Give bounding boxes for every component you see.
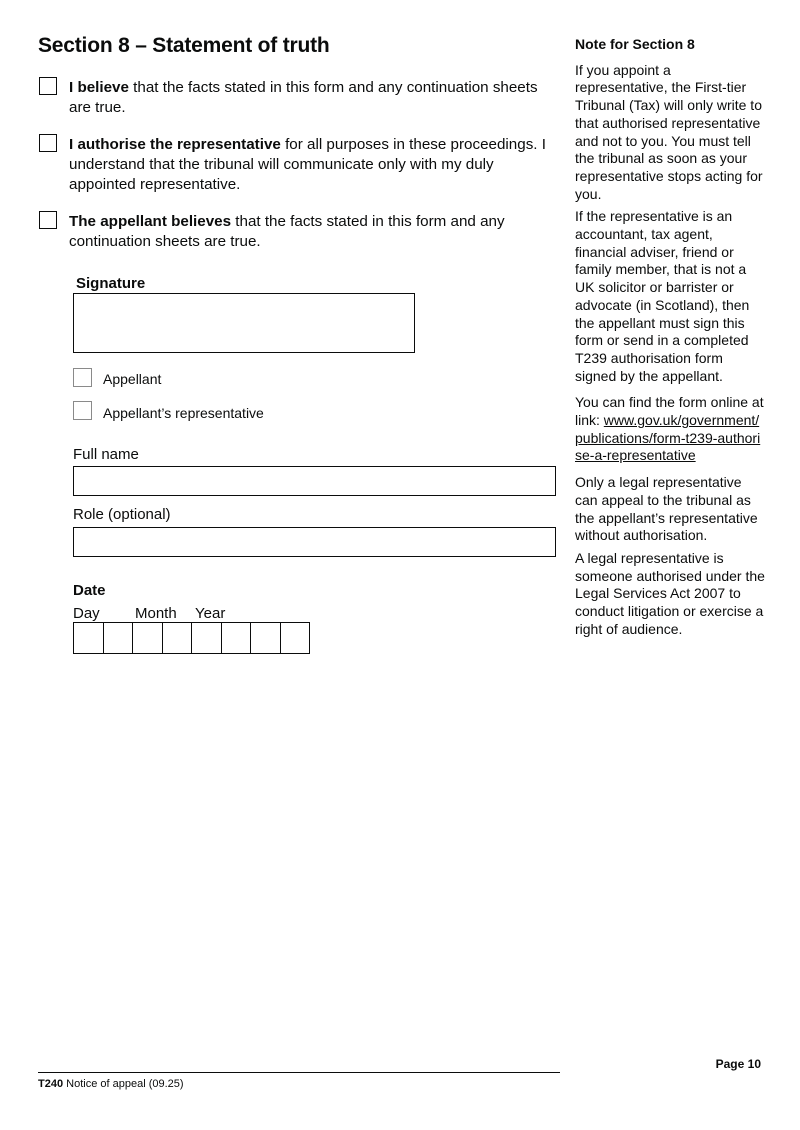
t239-form-link[interactable]: www.gov.uk/government/publications/form-t239-authorise-a-representative [575,412,761,464]
full-name-label: Full name [73,446,139,463]
signature-label: Signature [76,275,146,292]
day-digit-1[interactable] [73,622,104,654]
note-paragraph-5: A legal representative is someone authorised under the Legal Services Act 2007 to conduct litigation or exercise a right of audience. [575,549,765,637]
note-paragraph-4: Only a legal representative can appeal to the tribunal as the appellant’s representative without authorisation. [575,474,758,544]
note-heading: Note for Section 8 [575,36,695,52]
appellant-checkbox[interactable] [73,368,92,387]
note-sidebar [575,36,765,644]
note-paragraph-1: If you appoint a representative, the First-tier Tribunal (Tax) will only write to that authorised representative and not to you. You must tell the tribunal as soon as your representative stops acting for you. [575,61,763,202]
signature-box[interactable] [73,293,415,353]
year-digit-1[interactable] [191,622,222,654]
note-paragraph-3 [575,394,765,465]
statement-appellant-believes-text: that the facts stated in this form and any continuation sheets are true. [69,213,505,250]
footer-divider [38,1072,560,1073]
authorise-checkbox[interactable] [39,134,57,152]
month-digit-1[interactable] [132,622,163,654]
form-code: T240 [38,1078,64,1090]
representative-option-label: Appellant’s representative [103,405,264,421]
representative-checkbox[interactable] [73,401,92,420]
statement-authorise-bold: I authorise the representative [69,136,281,153]
note-paragraph-2: If the representative is an accountant, tax agent, financial adviser, friend or family member, that is not a UK solicitor or barrister or advocate (in Scotland), then the appellant must sign this form or send in a completed T239 authorisation form signed by the appellant. [575,208,750,384]
date-label: Date [73,582,106,599]
statement-authorise-text: for all purposes in these proceedings. I understand that the tribunal will communicate only with my duly appointed representative. [69,136,546,193]
role-input[interactable] [73,527,556,557]
full-name-input[interactable] [73,466,556,496]
date-input-grid [73,622,309,654]
role-label: Role (optional) [73,506,171,523]
month-digit-2[interactable] [162,622,193,654]
year-label: Year [195,605,226,622]
appellant-believes-checkbox[interactable] [39,211,57,229]
year-digit-2[interactable] [221,622,252,654]
statement-appellant-believes [69,212,549,252]
statement-believe-bold: I believe [69,79,129,96]
statement-believe [69,78,549,118]
statement-appellant-believes-bold: The appellant believes [69,213,232,230]
appellant-option-label: Appellant [103,371,162,387]
page-number: Page 10 [715,1057,761,1071]
statement-authorise [69,135,549,195]
day-label: Day [73,605,100,622]
section-title: Section 8 – Statement of truth [38,34,330,57]
day-digit-2[interactable] [103,622,134,654]
year-digit-4[interactable] [280,622,311,654]
statement-believe-text: that the facts stated in this form and any continuation sheets are true. [69,79,538,116]
month-label: Month [135,605,177,622]
footer [38,1078,184,1090]
believe-checkbox[interactable] [39,77,57,95]
note-link-prefix: You can find the form online at link: [575,394,764,429]
year-digit-3[interactable] [250,622,281,654]
form-name: Notice of appeal (09.25) [63,1078,184,1090]
